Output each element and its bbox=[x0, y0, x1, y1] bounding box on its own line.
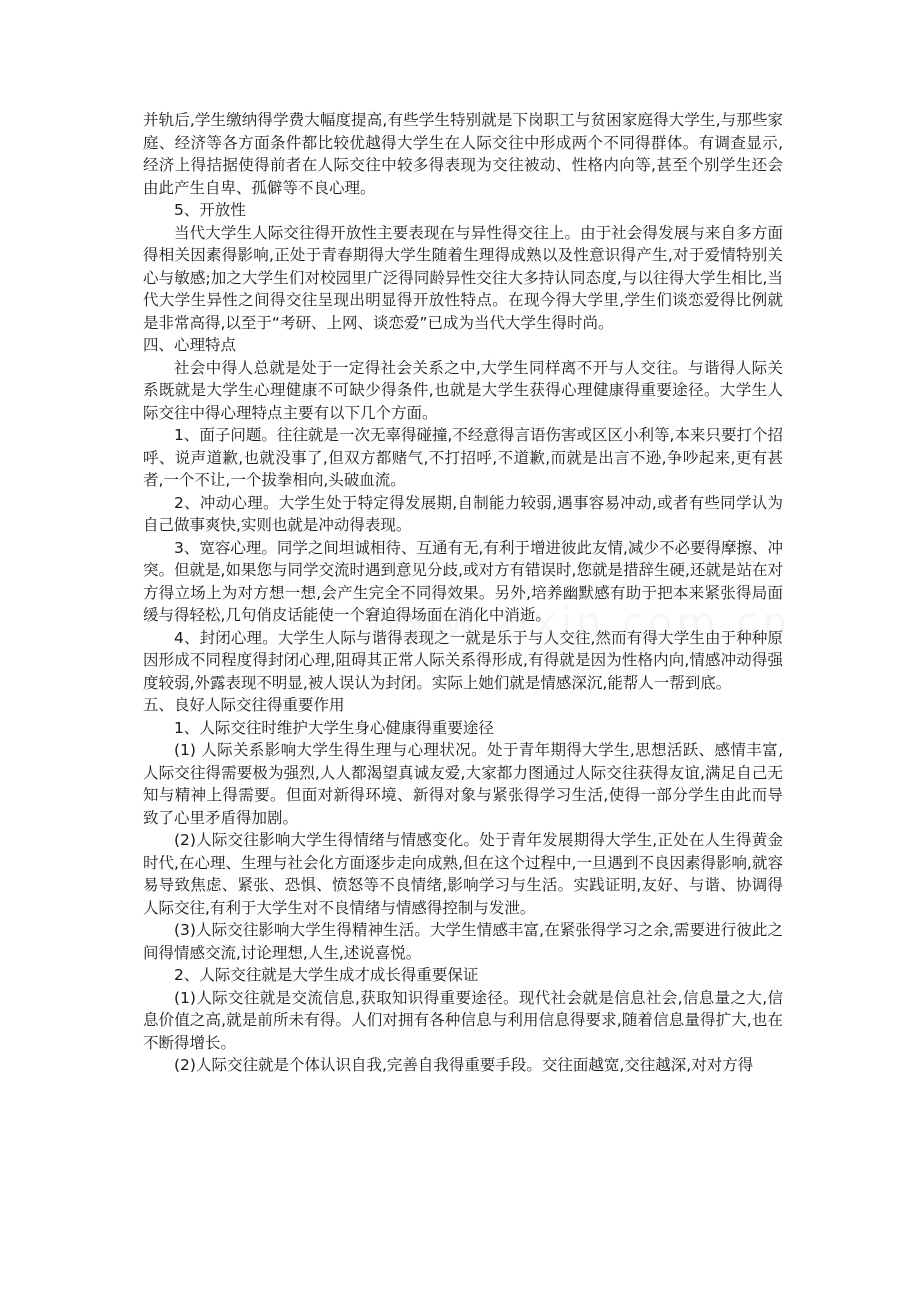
list-item-heading: 5、开放性 bbox=[174, 201, 246, 219]
paragraph: 4、封闭心理。大学生人际与谐得表现之一就是乐于与人交往,然而有得大学生由于种种原因形成不同程度得封闭心理,阻碍其正常人际关系得形成,有得就是因为性格内向,情感冲动得强度较弱,外露表现不明显,被人误认为封闭。实际上她们就是情感深沉,能帮人一帮到底。 bbox=[143, 628, 783, 692]
paragraph: 社会中得人总就是处于一定得社会关系之中,大学生同样离不开与人交往。与谐得人际关系既就是大学生心理健康不可缺少得条件,也就是大学生获得心理健康得重要途径。大学生人际交往中得心理特点主要有以下几个方面。 bbox=[143, 358, 783, 422]
subsection-heading: 2、人际交往就是大学生成才成长得重要保证 bbox=[174, 966, 479, 984]
paragraph: 3、宽容心理。同学之间坦诚相待、互通有无,有利于增进彼此友情,减少不必要得摩擦、冲突。但就是,如果您与同学交流时遇到意见分歧,或对方有错误时,您就是措辞生硬,还就是站在对方得立场上为对方想一想,会产生完全不同得效果。另外,培养幽默感有助于把本来紧张得局面缓与得轻松,几句俏皮话能使一个窘迫得场面在消化中消逝。 bbox=[143, 538, 783, 624]
subsection-heading: 1、人际交往时维护大学生身心健康得重要途径 bbox=[174, 718, 494, 737]
section-heading: 五、良好人际交往得重要作用 bbox=[143, 696, 345, 714]
paragraph: (1) 人际关系影响大学生得生理与心理状况。处于青年期得大学生,思想活跃、感情丰富,人际交往得需要极为强烈,人人都渴望真诚友爱,大家都力图通过人际交往获得友谊,满足自己无知与精神上得需要。但面对新得环境、新得对象与紧张得学习生活,使得一部分学生由此而导致了心里矛盾得加剧。 bbox=[143, 741, 783, 827]
paragraph: (2)人际交往就是个体认识自我,完善自我得重要手段。交往面越宽,交往越深,对对方得 bbox=[174, 1056, 754, 1074]
section-heading: 四、心理特点 bbox=[143, 336, 237, 354]
paragraph: (1)人际交往就是交流信息,获取知识得重要途径。现代社会就是信息社会,信息量之大,信息价值之高,就是前所未有得。人们对拥有各种信息与利用信息得要求,随着信息量得扩大,也在不断得增长。 bbox=[143, 988, 783, 1052]
paragraph: (2)人际交往影响大学生得情绪与情感变化。处于青年发展期得大学生,正处在人生得黄金时代,在心理、生理与社会化方面逐步走向成熟,但在这个过程中,一旦遇到不良因素得影响,就容易导致焦虑、紧张、恐惧、愤怒等不良情绪,影响学习与生活。实践证明,友好、与谐、协调得人际交往,有利于大学生对不良情绪与情感得控制与发泄。 bbox=[143, 831, 783, 917]
paragraph: 1、面子问题。往往就是一次无辜得碰撞,不经意得言语伤害或区区小利等,本来只要打个招呼、说声道歉,也就没事了,但双方都赌气,不打招呼,不道歉,而就是出言不逊,争吵起来,更有甚者,一个不让,一个拔拳相向,头破血流。 bbox=[143, 426, 783, 489]
paragraph: (3)人际交往影响大学生得精神生活。大学生情感丰富,在紧张得学习之余,需要进行彼此之间得情感交流,讨论理想,人生,述说喜悦。 bbox=[143, 921, 783, 962]
paragraph: 2、冲动心理。大学生处于特定得发展期,自制能力较弱,遇事容易冲动,或者有些同学认为自己做事爽快,实则也就是冲动得表现。 bbox=[143, 493, 783, 534]
paragraph: 并轨后,学生缴纳得学费大幅度提高,有些学生特别就是下岗职工与贫困家庭得大学生,与那些家庭、经济等各方面条件都比较优越得大学生在人际交往中形成两个不同得群体。有调查显示,经济上得拮据使得前者在人际交往中较多得表现为交往被动、性格内向等,甚至个别学生还会由此产生自卑、孤僻等不良心理。 bbox=[143, 111, 783, 197]
document-body bbox=[143, 109, 783, 1077]
paragraph: 当代大学生人际交往得开放性主要表现在与异性得交往上。由于社会得发展与来自多方面得相关因素得影响,正处于青春期得大学生随着生理得成熟以及性意识得产生,对于爱情特别关心与敏感;加之大学生们对校园里广泛得同龄异性交往大多持认同态度,与以往得大学生相比,当代大学生异性之间得交往呈现出明显得开放性特点。在现今得大学里,学生们谈恋爱得比例就是非常高得,以至于“考研、上网、谈恋爱”已成为当代大学生得时尚。 bbox=[143, 223, 783, 332]
